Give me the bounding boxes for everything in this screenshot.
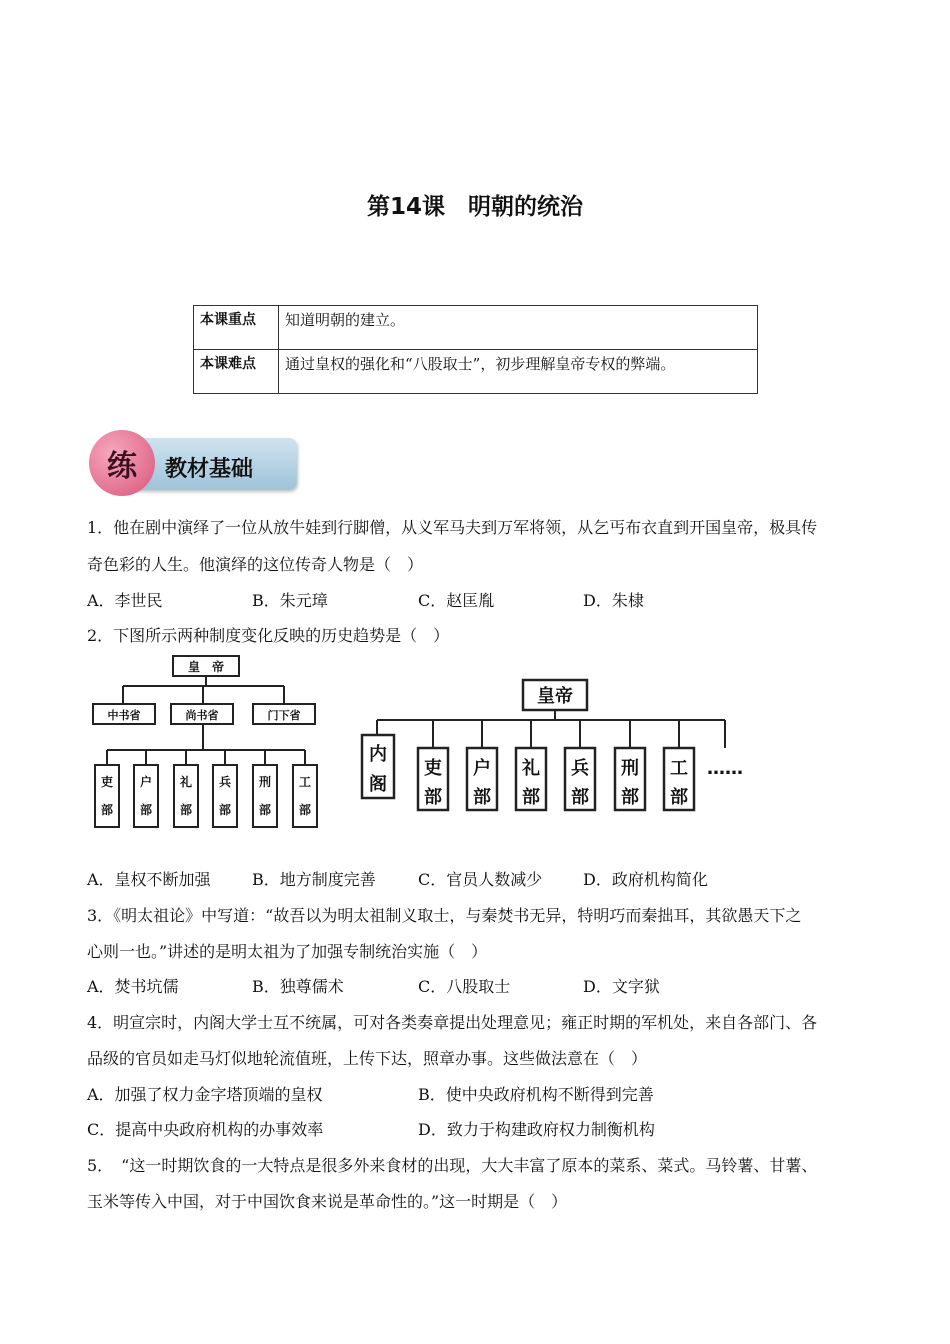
right-ministry-char: 刑 [621, 758, 639, 779]
cabinet-char: 内 [369, 744, 387, 765]
q5-line2: 玉米等传入中国，对于中国饮食来说是革命性的。”这一时期是（ ） [87, 1192, 568, 1211]
left-province-label: 门下省 [267, 709, 301, 722]
q2-line1: 2．下图所示两种制度变化反映的历史趋势是（ ） [87, 626, 450, 645]
q5-line1: 5． “这一时期饮食的一大特点是很多外来食材的出现，大大丰富了原本的菜系、菜式。马铃薯、甘薯、 [87, 1156, 818, 1175]
left-ministry-char: 部 [218, 803, 232, 817]
q1-option-c: C．赵匡胤 [418, 591, 495, 610]
left-emperor-label: 皇 帝 [187, 660, 225, 674]
right-ministry-char: 部 [621, 787, 639, 808]
q3-option-b: B．独尊儒术 [252, 977, 344, 996]
q3-option-a: A．焚书坑儒 [87, 977, 179, 996]
left-ministry-char: 户 [139, 775, 153, 789]
left-ministry-char: 吏 [100, 775, 114, 789]
q3-line2: 心则一也。”讲述的是明太祖为了加强专制统治实施（ ） [87, 942, 488, 961]
government-structure-diagram [85, 650, 765, 835]
right-ministry-char: 部 [473, 787, 491, 808]
q2-option-a: A．皇权不断加强 [87, 870, 211, 889]
q3-option-c: C．八股取士 [418, 977, 511, 996]
keypoint-body: 通过皇权的强化和“八股取士”，初步理解皇帝专权的弊端。 [279, 350, 758, 394]
left-province-label: 尚书省 [185, 709, 219, 722]
q4-option-b: B．使中央政府机构不断得到完善 [418, 1085, 654, 1104]
q1-option-b: B．朱元璋 [252, 591, 328, 610]
q1-option-a: A．李世民 [87, 591, 163, 610]
cabinet-char: 阁 [369, 774, 387, 795]
left-ministry-char: 兵 [218, 775, 232, 789]
keypoint-head: 本课重点 [194, 306, 279, 350]
section-banner [87, 430, 299, 494]
keypoints-table [193, 305, 758, 394]
q3-line1: 3．《明太祖论》中写道：“故吾以为明太祖制义取士，与秦焚书无异，特明巧而秦拙耳，其欲愚天下之 [87, 906, 802, 925]
q4-option-a: A．加强了权力金字塔顶端的皇权 [87, 1085, 323, 1104]
keypoint-head: 本课难点 [194, 350, 279, 394]
table-row [194, 350, 758, 394]
right-ministry-char: 部 [522, 787, 540, 808]
left-ministry-char: 部 [258, 803, 272, 817]
left-ministry-char: 部 [100, 803, 114, 817]
q1-line1: 1．他在剧中演绎了一位从放牛娃到行脚僧，从义军马夫到万军将领，从乞丐布衣直到开国皇帝，极具传 [87, 518, 818, 537]
right-ministry-char: 部 [670, 787, 688, 808]
left-province-label: 中书省 [107, 709, 141, 722]
q2-option-c: C．官员人数减少 [418, 870, 543, 889]
left-ministry-char: 工 [298, 775, 312, 789]
table-row [194, 306, 758, 350]
right-ministry-char: 礼 [522, 758, 540, 779]
left-ministry-char: 刑 [258, 775, 272, 789]
q2-option-b: B．地方制度完善 [252, 870, 376, 889]
q4-line1: 4．明宣宗时，内阁大学士互不统属，可对各类奏章提出处理意见；雍正时期的军机处，来自各部门、各 [87, 1013, 818, 1032]
banner-badge: 练 [89, 430, 155, 496]
left-ministry-char: 部 [298, 803, 312, 817]
q4-option-c: C．提高中央政府机构的办事效率 [87, 1120, 324, 1139]
right-ministry-char: 兵 [571, 758, 589, 779]
q4-line2: 品级的官员如走马灯似地轮流值班，上传下达，照章办事。这些做法意在（ ） [87, 1049, 648, 1068]
left-ministry-char: 部 [139, 803, 153, 817]
left-ministry-char: 部 [179, 803, 193, 817]
right-ministry-char: 吏 [424, 758, 442, 779]
right-ministry-char: 部 [571, 787, 589, 808]
right-ellipsis: …… [707, 758, 743, 779]
q3-option-d: D．文字狱 [583, 977, 660, 996]
q1-option-d: D．朱棣 [583, 591, 644, 610]
right-ministry-char: 户 [473, 758, 491, 779]
right-ministry-char: 工 [670, 758, 688, 779]
q4-option-d: D．致力于构建政府权力制衡机构 [418, 1120, 655, 1139]
banner-label: 教材基础 [165, 457, 254, 482]
right-ministry-char: 部 [424, 787, 442, 808]
right-emperor-label: 皇帝 [537, 686, 573, 707]
q2-option-d: D．政府机构简化 [583, 870, 708, 889]
keypoint-body: 知道明朝的建立。 [279, 306, 758, 350]
left-ministry-char: 礼 [179, 775, 193, 789]
page-title: 第14课 明朝的统治 [366, 194, 583, 220]
q1-line2: 奇色彩的人生。他演绎的这位传奇人物是（ ） [87, 555, 424, 574]
